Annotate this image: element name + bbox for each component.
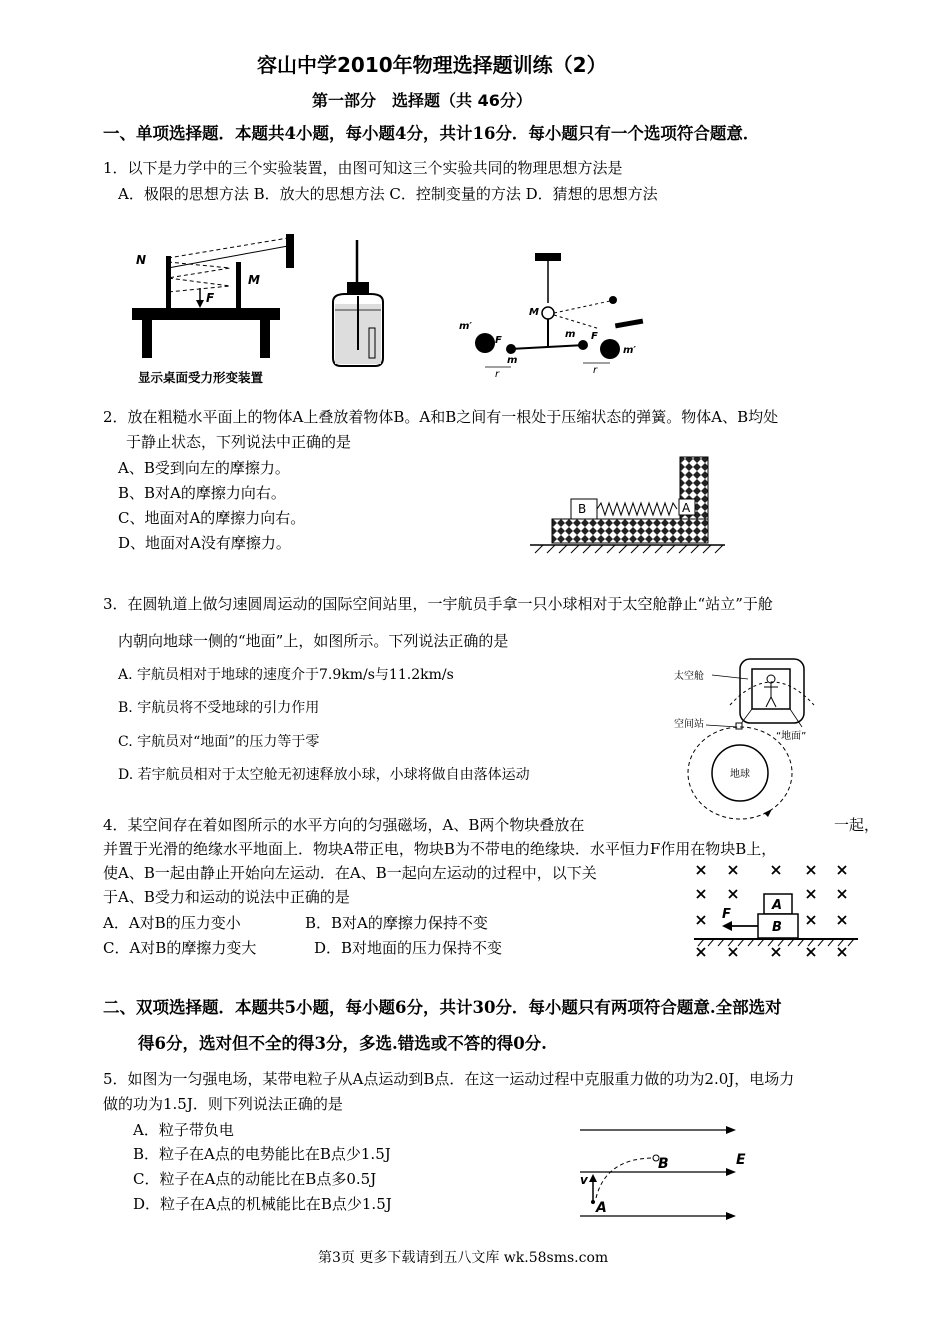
- q2-label-a: A: [682, 501, 691, 515]
- q1-options: A．极限的思想方法 B．放大的思想方法 C．控制变量的方法 D．猜想的思想方法: [118, 185, 658, 203]
- q5-figure: [576, 1118, 766, 1228]
- page-title: 容山中学2010年物理选择题训练（2）: [257, 53, 607, 77]
- q1-figure-torsion: [455, 245, 645, 385]
- q3-option-b: B. 宇航员将不受地球的引力作用: [118, 700, 320, 716]
- q3-option-a: A. 宇航员相对于地球的速度介于7.9km/s与11.2km/s: [118, 667, 454, 683]
- q3-option-d: D. 若宇航员相对于太空舱无初速释放小球，小球将做自由落体运动: [118, 767, 530, 783]
- q4-label-a: A: [772, 898, 783, 913]
- q4-stem-line1b: 一起，: [834, 816, 880, 834]
- q1-figure-desk: [120, 228, 300, 388]
- q3-stem-line2: 内朝向地球一侧的“地面”上，如图所示。下列说法正确的是: [118, 632, 509, 650]
- q1-label-mprime-right: m′: [623, 345, 637, 356]
- q4-stem-line3: 使A、B一起由静止开始向左运动．在A、B一起向左运动的过程中，以下关: [103, 864, 597, 882]
- q3-label-earth: 地球: [730, 769, 750, 780]
- q1-label-r-right: r: [593, 365, 598, 376]
- section2-heading-line1: 二、双项选择题．本题共5小题，每小题6分，共计30分．每小题只有两项符合题意.全部选对: [103, 998, 782, 1017]
- q2-stem-line2: 于静止状态，下列说法中正确的是: [126, 433, 352, 451]
- q1-figure-caption: 显示桌面受力形变装置: [138, 370, 264, 385]
- q4-option-a: A．A对B的压力变小: [103, 914, 241, 932]
- q2-label-b: B: [578, 502, 587, 516]
- q3-label-ground: “地面”: [776, 731, 807, 742]
- q3-stem-line1: 3．在圆轨道上做匀速圆周运动的国际空间站里，一宇航员手拿一只小球相对于太空舱静止“站立”于舱: [103, 595, 773, 613]
- q1-label-m-right: m: [565, 329, 576, 340]
- q4-label-b: B: [772, 920, 782, 935]
- q2-block-base: [552, 519, 708, 543]
- page-subtitle: 第一部分 选择题（共 46分）: [312, 91, 532, 110]
- q5-label-b: B: [658, 1156, 669, 1172]
- q4-label-f: F: [722, 907, 731, 922]
- q1-label-m: M: [248, 273, 260, 287]
- q4-option-b: B．B对A的摩擦力保持不变: [305, 914, 488, 932]
- q2-stem-line1: 2．放在粗糙水平面上的物体A上叠放着物体B。A和B之间有一根处于压缩状态的弹簧。物体A、B均处: [103, 408, 779, 426]
- q5-label-e: E: [736, 1152, 746, 1168]
- q1-label-f-right: F: [591, 331, 598, 342]
- q1-table-top: [132, 308, 280, 320]
- q4-figure: [692, 862, 862, 962]
- q3-option-c: C. 宇航员对“地面”的压力等于零: [118, 734, 320, 750]
- page-footer: 第3页 更多下载请到五八文库 wk.58sms.com: [318, 1250, 609, 1266]
- q1-label-f: F: [206, 291, 215, 305]
- q4-stem-line2: 并置于光滑的绝缘水平地面上．物块A带正电，物块B为不带电的绝缘块．水平恒力F作用在物块B上，: [103, 840, 777, 858]
- q2-spring: [597, 503, 677, 515]
- q5-stem-line1: 5．如图为一匀强电场，某带电粒子从A点运动到B点．在这一运动过程中克服重力做的功为2.0J，电场力: [103, 1070, 795, 1088]
- q4-option-d: D．B对地面的压力保持不变: [314, 939, 503, 957]
- q5-option-c: C．粒子在A点的动能比在B点多0.5J: [133, 1170, 377, 1188]
- q4-stem-line4: 于A、B受力和运动的说法中正确的是: [103, 888, 350, 906]
- q5-option-a: A．粒子带负电: [133, 1121, 234, 1139]
- q2-option-c: C、地面对A的摩擦力向右。: [118, 509, 306, 527]
- q5-label-v: v: [580, 1173, 588, 1187]
- q3-figure: [668, 655, 868, 825]
- q1-label-m-left: m: [507, 355, 518, 366]
- q3-label-cabin: 太空舱: [674, 671, 704, 682]
- q1-label-n: N: [136, 253, 147, 267]
- q1-torsion-label-m-mirror: M: [529, 307, 539, 318]
- q4-stem-line1a: 4．某空间存在着如图所示的水平方向的匀强磁场，A、B两个物块叠放在: [103, 816, 585, 834]
- section2-heading-line2: 得6分，选对但不全的得3分，多选.错选或不答的得0分.: [138, 1034, 547, 1053]
- section1-heading: 一、单项选择题．本题共4小题，每小题4分，共计16分．每小题只有一个选项符合题意．: [103, 124, 760, 143]
- q1-figure-bottle: [325, 240, 395, 370]
- q1-label-f-left: F: [495, 335, 502, 346]
- q2-figure: [525, 455, 725, 550]
- q4-option-c: C．A对B的摩擦力变大: [103, 939, 257, 957]
- q5-option-d: D．粒子在A点的机械能比在B点少1.5J: [133, 1195, 392, 1213]
- q5-option-b: B．粒子在A点的电势能比在B点少1.5J: [133, 1145, 391, 1163]
- q3-label-station: 空间站: [674, 719, 704, 730]
- q5-stem-line2: 做的功为1.5J．则下列说法正确的是: [103, 1095, 343, 1113]
- q5-trajectory: [596, 1158, 654, 1198]
- q1-stem: 1．以下是力学中的三个实验装置，由图可知这三个实验共同的物理思想方法是: [103, 159, 623, 177]
- q2-option-d: D、地面对A没有摩擦力。: [118, 534, 291, 552]
- q5-label-a: A: [596, 1200, 607, 1216]
- q2-option-a: A、B受到向左的摩擦力。: [118, 459, 290, 477]
- q1-label-mprime-left: m′: [459, 321, 473, 332]
- q2-option-b: B、B对A的摩擦力向右。: [118, 484, 286, 502]
- q1-label-r-left: r: [495, 369, 500, 380]
